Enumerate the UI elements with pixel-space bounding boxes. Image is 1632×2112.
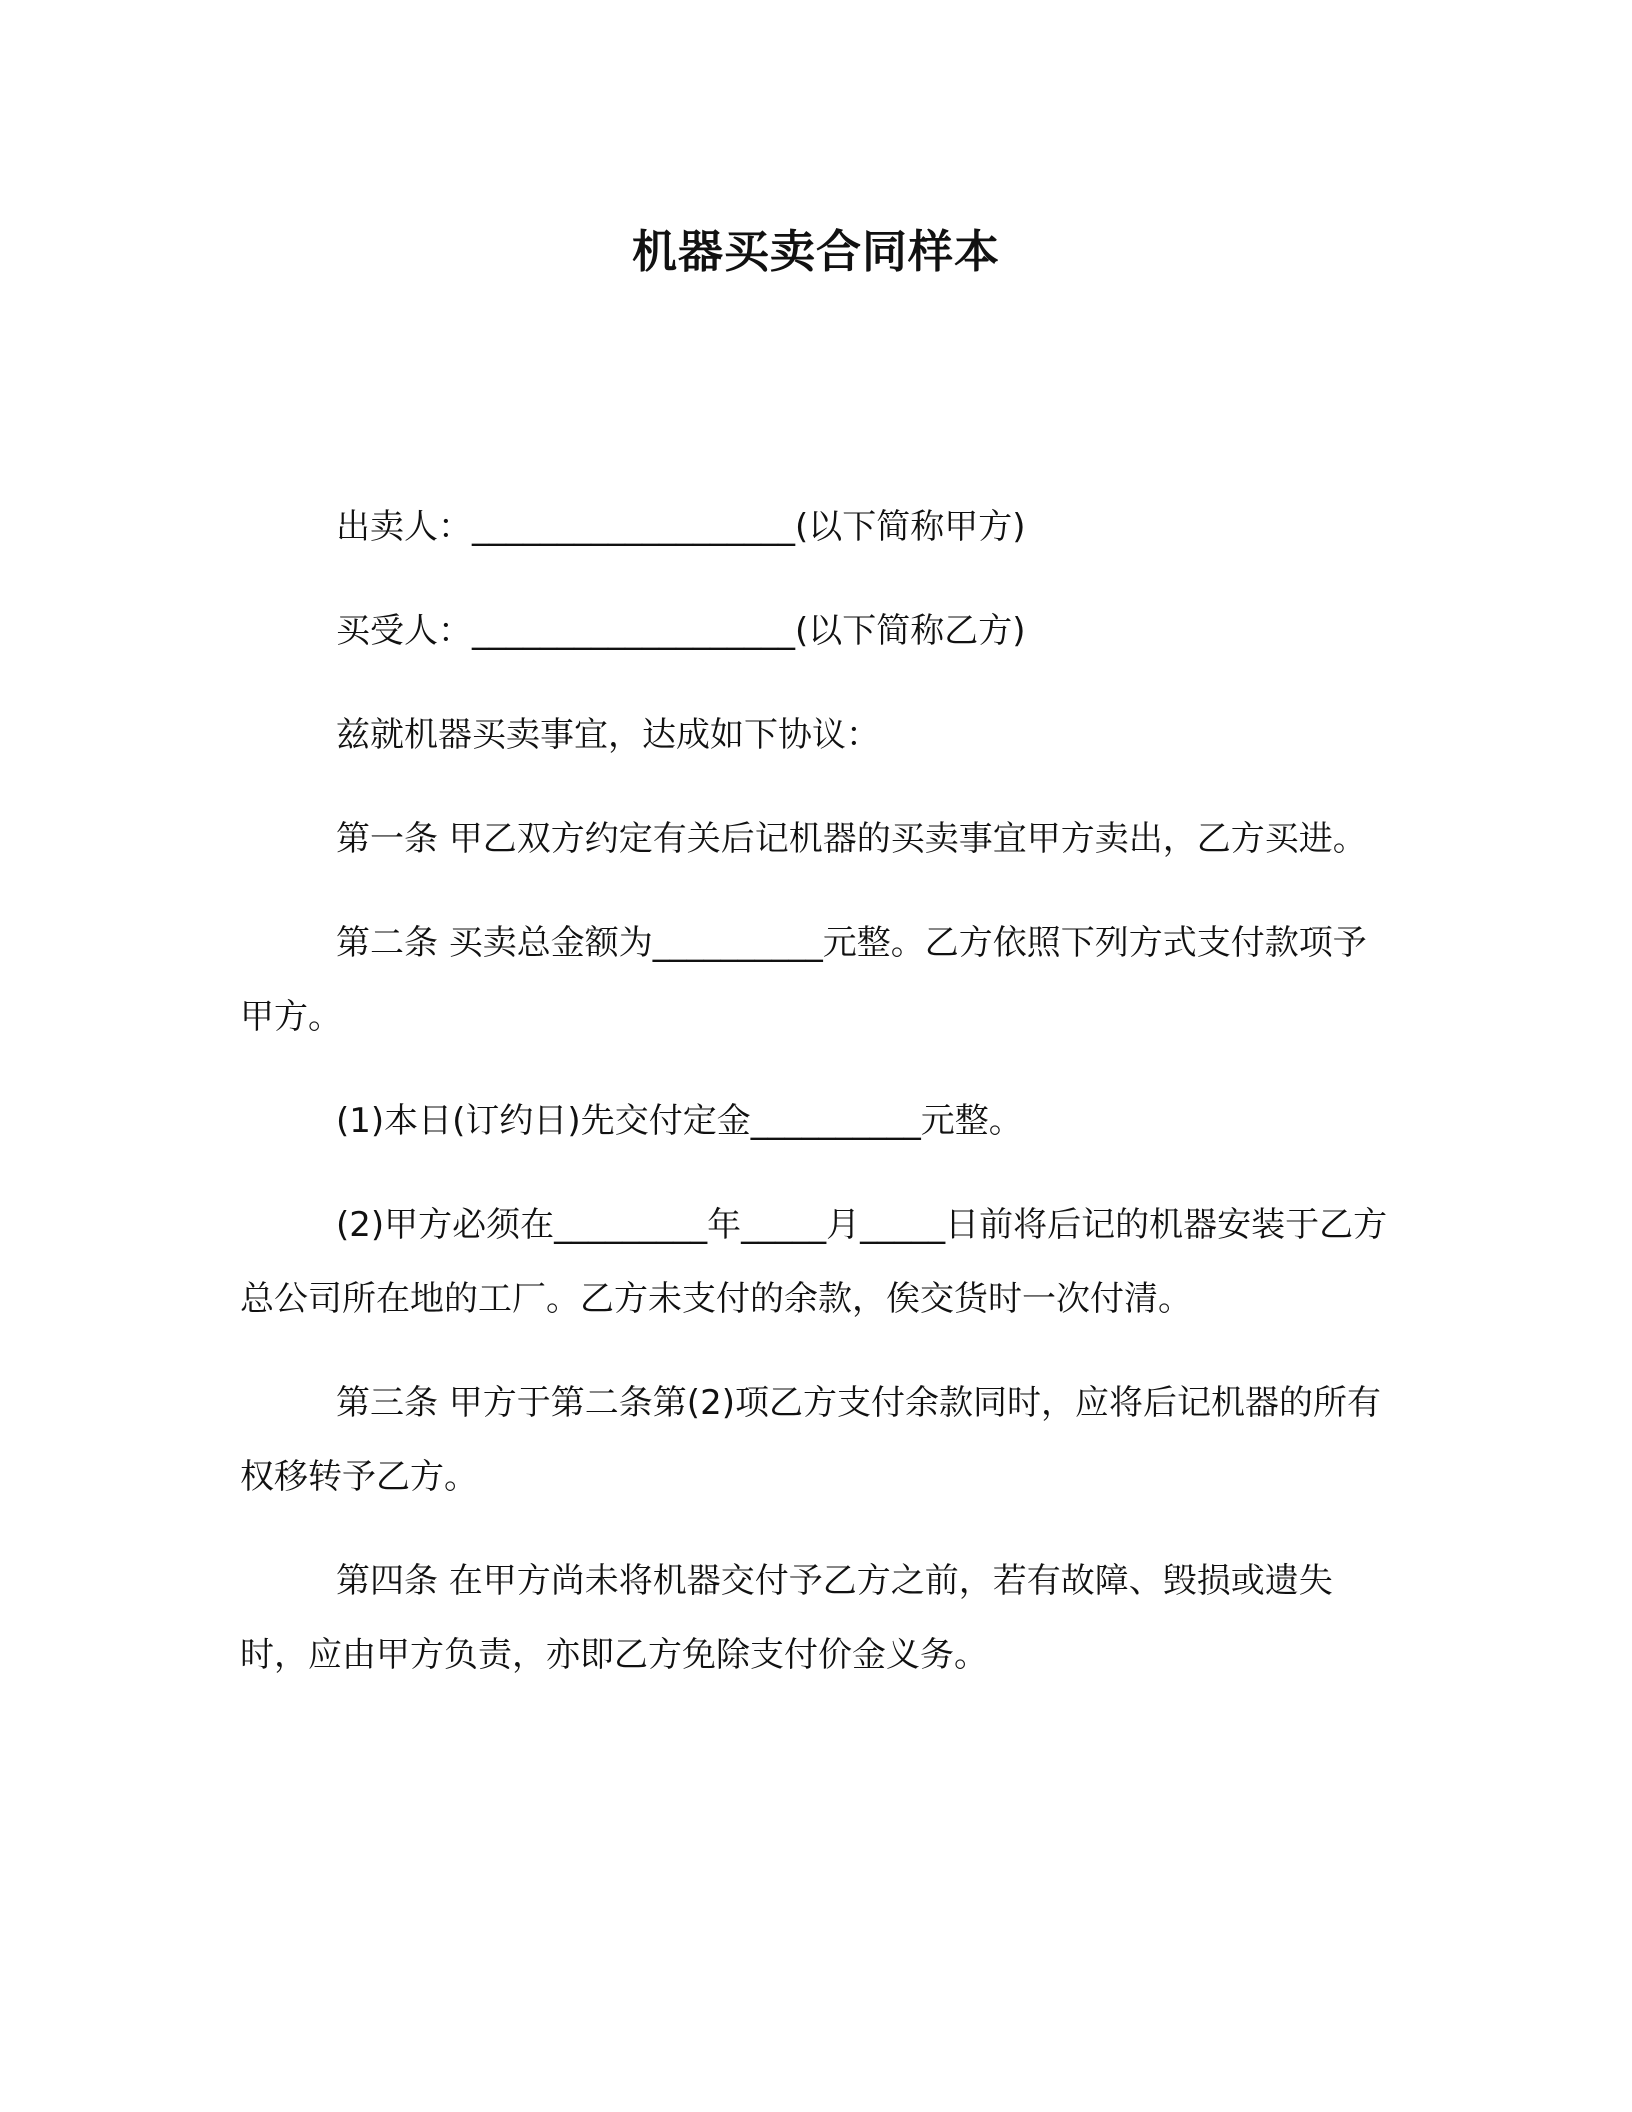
article-2-item-2: (2)甲方必须在_________年_____月_____日前将后记的机器安装于乙方总公司所在地的工厂。乙方未支付的余款，俟交货时一次付清。: [240, 1205, 1388, 1319]
document-title: 机器买卖合同样本: [631, 225, 1000, 278]
article-4-paragraph: 第四条 在甲方尚未将机器交付予乙方之前，若有故障、毁损或遗失时，应由甲方负责，亦即乙方免除支付价金义务。: [240, 1561, 1333, 1675]
article-3-paragraph: 第三条 甲方于第二条第(2)项乙方支付余款同时，应将后记机器的所有权移转予乙方。: [240, 1383, 1381, 1497]
preamble-paragraph: 兹就机器买卖事宜，达成如下协议：: [336, 715, 880, 755]
seller-line: 出卖人：___________________(以下简称甲方): [336, 507, 1026, 547]
article-2-paragraph: 第二条 买卖总金额为__________元整。乙方依照下列方式支付款项予甲方。: [240, 923, 1367, 1037]
article-1-paragraph: 第一条 甲乙双方约定有关后记机器的买卖事宜甲方卖出，乙方买进。: [336, 819, 1367, 859]
document-body: [240, 490, 1390, 1722]
buyer-line: 买受人：___________________(以下简称乙方): [336, 611, 1026, 651]
article-2-item-1: (1)本日(订约日)先交付定金__________元整。: [336, 1101, 1023, 1141]
